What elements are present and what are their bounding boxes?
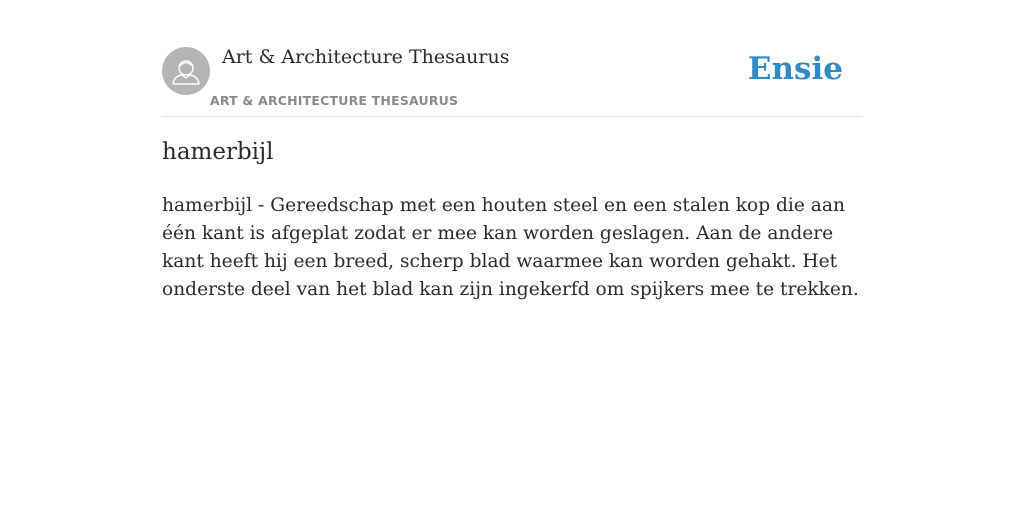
entry-term: hamerbijl [162,139,274,165]
user-icon [162,47,210,95]
header [162,46,862,117]
author-name[interactable]: Art & Architecture Thesaurus [222,46,510,68]
source-label[interactable]: ART & ARCHITECTURE THESAURUS [210,93,459,108]
entry-definition: hamerbijl - Gereedschap met een houten steel en een stalen kop die aan één kant is afgeplat zodat er mee kan worden geslagen. Aan de andere kant heeft hij een breed, scherp blad waarmee kan worden gehakt. Het onderste deel van het blad kan zijn ingekerfd om spijkers mee te trekken. [162,195,859,300]
avatar[interactable] [162,47,210,95]
ensie-logo[interactable]: Ensie [747,51,843,87]
